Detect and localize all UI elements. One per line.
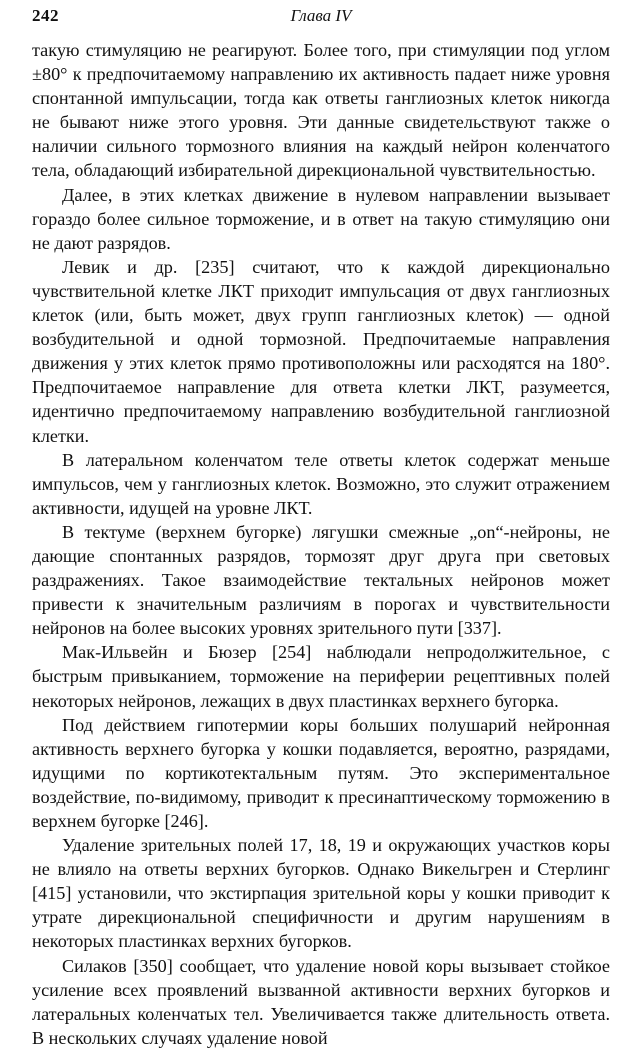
paragraph: В латеральном коленчатом теле ответы клеток содержат меньше импульсов, чем у ганглиозных клеток. Возможно, это служит отражением активности, идущей на уровне ЛКТ. (32, 449, 610, 518)
paragraph: такую стимуляцию не реагируют. Более того, при стимуляции под углом ±80° к предпочитаемому направлению их активность падает ниже уровня спонтанной импульсации, тогда как ответы ганглиозных клеток никогда не бывают ниже этого уровня. Эти данные свидетельствуют также о наличии сильного тормозного влияния на каждый нейрон коленчатого тела, обладающий избирательной дирекциональной чувствительностью. (32, 40, 610, 181)
page-number: 242 (32, 6, 59, 25)
paragraph: Удаление зрительных полей 17, 18, 19 и окружающих участков коры не влияло на ответы верхних бугорков. Однако Викельгрен и Стерлинг [415] установили, что экстирпация зрительной коры у кошки приводит к утрате дирекциональной специфичности и другим нарушениям в некоторых пластинках верхних бугорков. (32, 835, 610, 952)
paragraph: В тектуме (верхнем бугорке) лягушки смежные „on“-нейроны, не дающие спонтанных разрядов, тормозят друг друга при световых раздражениях. Такое взаимодействие тектальных нейронов может привести к значительным различиям в порогах и чувствительности нейронов на более высоких уровнях зрительного пути [337]. (32, 521, 610, 639)
running-head (32, 6, 610, 30)
paragraph: Под действием гипотермии коры больших полушарий нейронная активность верхнего бугорка у кошки подавляется, вероятно, разрядами, идущими по кортикотектальным путям. Это экспериментальное воздействие, по-видимому, приводит к пресинаптическому торможению в верхнем бугорке [246]. (32, 714, 610, 831)
paragraph: Левик и др. [235] считают, что к каждой дирекционально чувствительной клетке ЛКТ приходит импульсация от двух ганглиозных клеток (или, быть может, двух групп ганглиозных клеток) — одной возбудительной и одной тормозной. Предпочитаемые направления движения у этих клеток прямо противоположны или расходятся на 180°. Предпочитаемое направление для ответа клетки ЛКТ, разумеется, идентично предпочитаемому направлению возбудительной ганглиозной клетки. (32, 256, 610, 446)
paragraph: Мак-Ильвейн и Бюзер [254] наблюдали непродолжительное, с быстрым привыканием, торможение на периферии рецептивных полей некоторых нейронов, лежащих в двух пластинках верхнего бугорка. (32, 642, 610, 711)
paragraph: Силаков [350] сообщает, что удаление новой коры вызывает стойкое усиление всех проявлений вызванной активности верхних бугорков и латеральных коленчатых тел. Увеличивается также длительность ответа. В нескольких случаях удаление новой (32, 955, 610, 1048)
chapter-title: Глава IV (290, 6, 352, 25)
paragraph: Далее, в этих клетках движение в нулевом направлении вызывает гораздо более сильное торможение, и в ответ на такую стимуляцию они не дают разрядов. (32, 184, 610, 253)
body-text (32, 38, 610, 1050)
